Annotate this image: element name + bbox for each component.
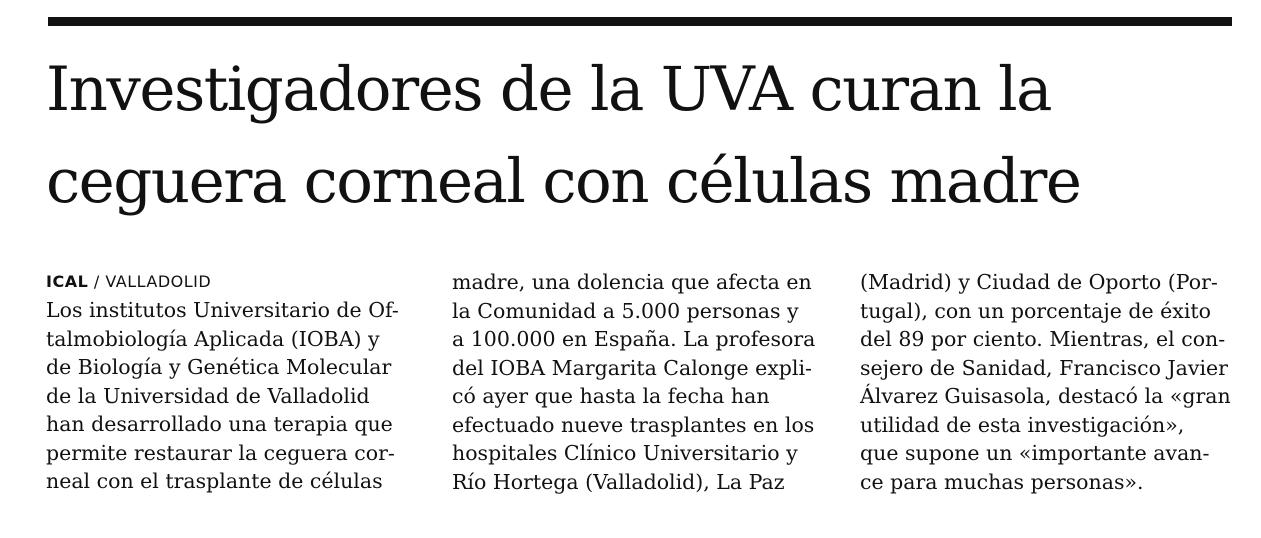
text-line: ce para muchas personas». <box>860 469 1144 494</box>
text-line: permite restaurar la ceguera cor- <box>46 440 395 465</box>
article-column-2 <box>452 268 832 496</box>
byline-separator: / <box>88 272 106 291</box>
text-line: Álvarez Guisasola, destacó la «gran <box>860 384 1231 408</box>
text-line: utilidad de esta investigación», <box>860 412 1185 437</box>
text-line: del IOBA Margarita Calonge expli- <box>452 355 812 380</box>
text-line: Río Hortega (Valladolid), La Paz <box>452 469 785 494</box>
text-line: del 89 por ciento. Mientras, el con- <box>860 327 1226 351</box>
text-line: de la Universidad de Valladolid <box>46 383 370 408</box>
text-line: de Biología y Genética Molecular <box>46 355 392 379</box>
text-line: hospitales Clínico Universitario y <box>452 441 798 465</box>
text-line: tugal), con un porcentaje de éxito <box>860 298 1211 323</box>
text-line: sejero de Sanidad, Francisco Javier <box>860 355 1228 380</box>
text-line: neal con el trasplante de células <box>46 469 383 493</box>
byline-location: VALLADOLID <box>105 272 212 291</box>
headline-line: Investigadores de la UVA curan la <box>46 54 1052 125</box>
byline <box>46 268 426 296</box>
text-line: có ayer que hasta la fecha han <box>452 384 770 408</box>
article-column-1 <box>46 268 426 496</box>
text-line: (Madrid) y Ciudad de Oporto (Por- <box>860 270 1218 294</box>
article-column-3 <box>860 268 1240 496</box>
byline-agency: ICAL <box>46 272 89 291</box>
text-line: madre, una dolencia que afecta en <box>452 270 812 294</box>
text-line: que supone un «importante avan- <box>860 441 1210 465</box>
text-line: Los institutos Universitario de Of- <box>46 298 399 322</box>
headline <box>46 44 1246 228</box>
text-line: a 100.000 en España. La profesora <box>452 327 816 351</box>
text-line: talmobiología Aplicada (IOBA) y <box>46 326 380 351</box>
text-line: efectuado nueve trasplantes en los <box>452 412 815 437</box>
top-rule <box>48 17 1232 26</box>
headline-line: ceguera corneal con células madre <box>46 146 1081 217</box>
text-line: la Comunidad a 5.000 personas y <box>452 298 799 323</box>
text-line: han desarrollado una terapia que <box>46 412 393 436</box>
